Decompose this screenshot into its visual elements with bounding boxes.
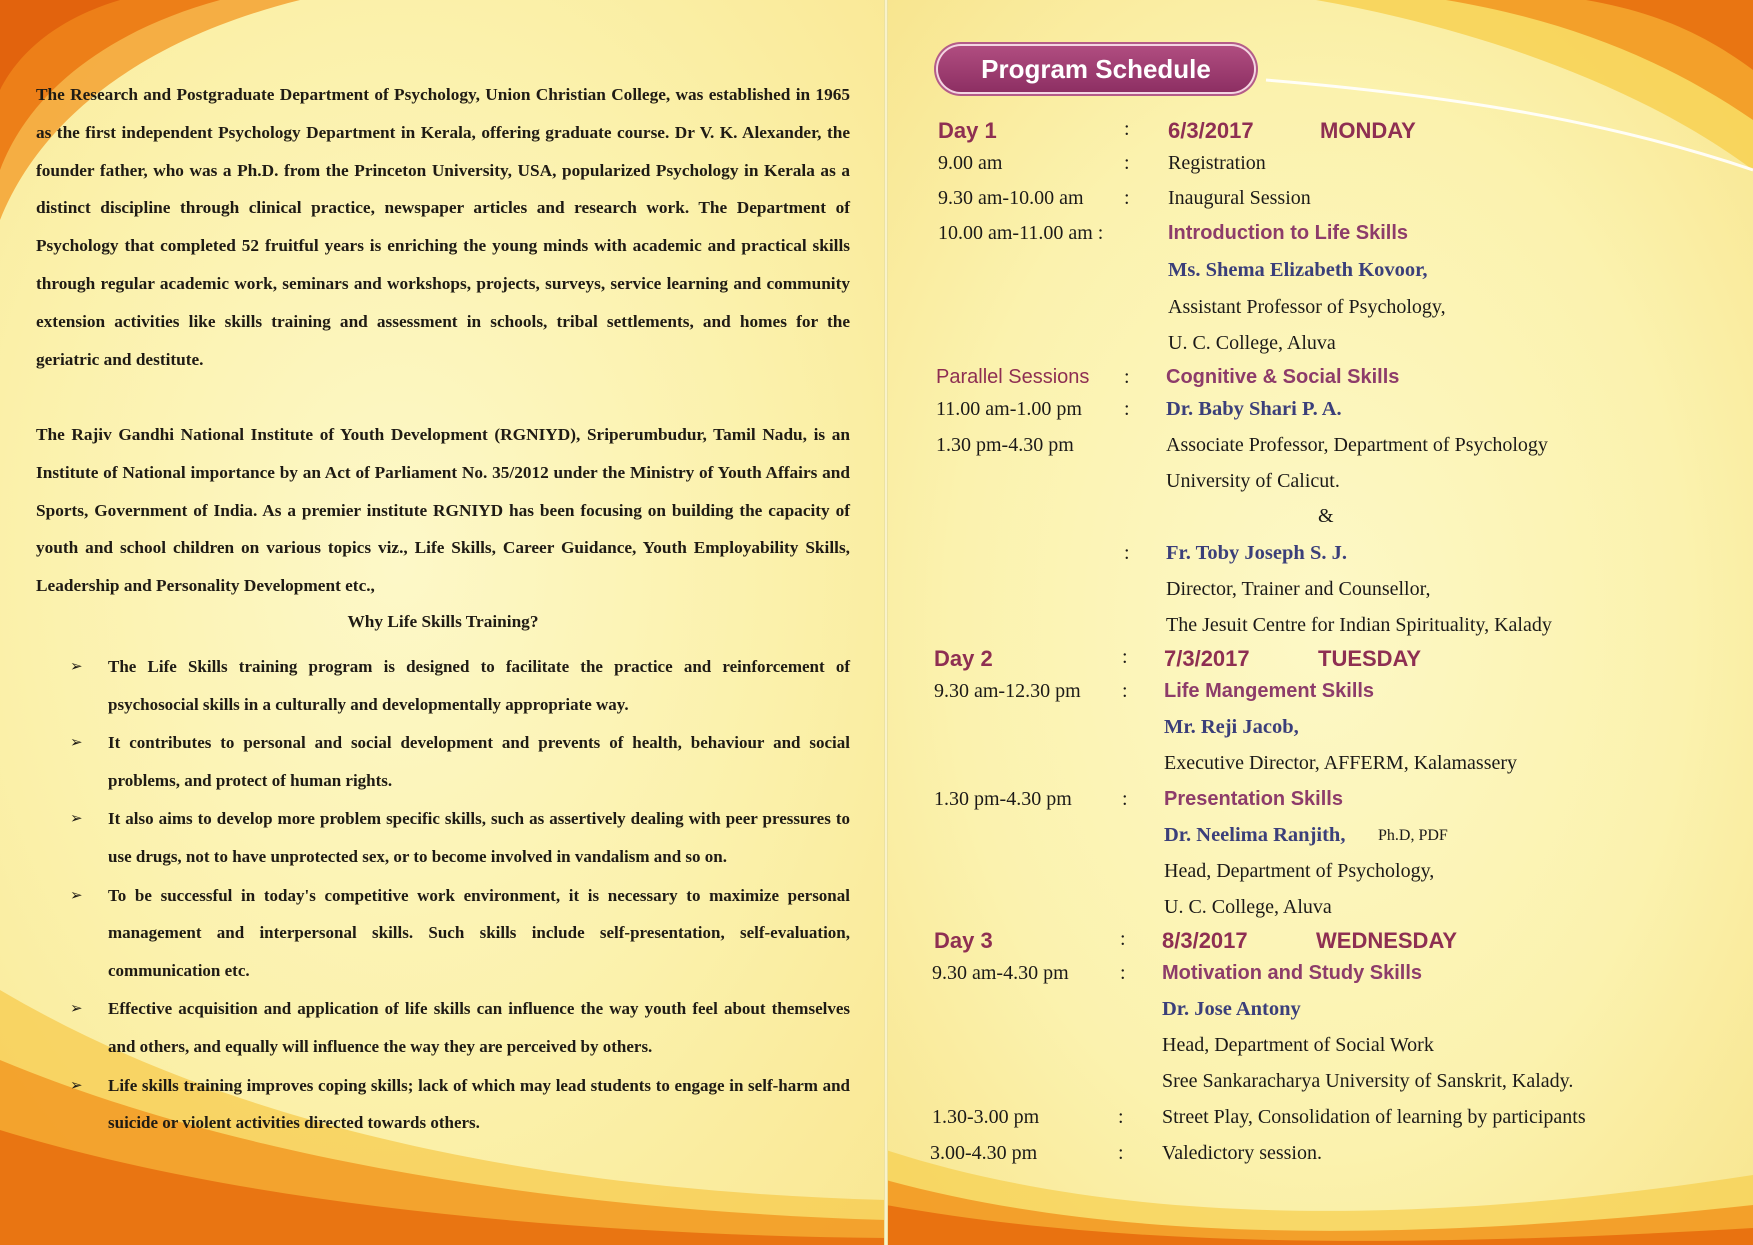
day1-label: Day 1	[938, 118, 997, 143]
speaker-row	[0, 259, 1753, 293]
why-heading: Why Life Skills Training?	[347, 612, 539, 631]
session-topic: Life Mangement Skills	[1164, 680, 1375, 702]
arrow-bullet-icon: ➢	[70, 1075, 83, 1094]
day1-header-row	[0, 118, 1753, 152]
schedule-row: 1.30 pm-4.30 pm Associate Professor, Department of Psychology	[936, 434, 1548, 456]
speaker-name: Dr. Jose Antony	[1162, 998, 1301, 1020]
schedule-row: 1.30-3.00 pm : Street Play, Consolidation of learning by participants	[932, 1106, 1586, 1128]
day1-date: 6/3/2017	[1168, 118, 1254, 143]
speaker-org-row: U. C. College, Aluva	[1168, 332, 1336, 354]
schedule-row: 1.30 pm-4.30 pm : Presentation Skills	[934, 788, 1343, 810]
schedule-row: 9.30 am-12.30 pm : Life Mangement Skills	[934, 680, 1375, 702]
schedule-row: 11.00 am-1.00 pm : Dr. Baby Shari P. A.	[936, 398, 1342, 420]
day3-label: Day 3	[934, 928, 993, 953]
speaker-name: Fr. Toby Joseph S. J.	[1166, 542, 1347, 564]
schedule-row: 10.00 am-11.00 am : Introduction to Life Skills	[938, 222, 1408, 244]
arrow-bullet-icon: ➢	[70, 809, 83, 828]
list-item: ➢ The Life Skills training program is designed to facilitate the practice and reinforcement of psychosocial skills in a culturally and developmentally appropriate way.	[70, 648, 850, 723]
speaker-name: Dr. Baby Shari P. A.	[1166, 398, 1342, 420]
schedule-row: 9.30 am-4.30 pm : Motivation and Study Skills	[932, 962, 1423, 984]
speaker-role-row: Executive Director, AFFERM, Kalamassery	[1164, 752, 1518, 774]
day2-label: Day 2	[934, 646, 993, 671]
arrow-bullet-icon: ➢	[70, 657, 83, 675]
speaker-org-row: University of Calicut.	[1166, 470, 1340, 492]
speaker-suffix: Ph.D, PDF	[1378, 827, 1448, 844]
speaker-row	[0, 998, 1753, 1032]
speaker-row	[0, 824, 1753, 858]
list-item: ➢ Effective acquisition and application of life skills can influence the way youth feel about themselves and others, and equally will influence the way they are perceived by others.	[70, 990, 850, 1065]
speaker-name: Dr. Neelima Ranjith,	[1164, 824, 1346, 846]
arrow-bullet-icon: ➢	[70, 885, 83, 904]
day3-weekday: WEDNESDAY	[1316, 928, 1457, 953]
speaker-role-row: Assistant Professor of Psychology,	[1168, 296, 1446, 318]
list-item: ➢ Life skills training improves coping skills; lack of which may lead students to engage in self-harm and suicide or violent activities directed towards others.	[70, 1067, 850, 1142]
schedule-row: 9.30 am-10.00 am : Inaugural Session	[938, 187, 1311, 209]
speaker-name: Mr. Reji Jacob,	[1164, 716, 1299, 738]
session-topic: Presentation Skills	[1164, 788, 1343, 810]
day3-date: 8/3/2017	[1162, 928, 1248, 953]
schedule-row: 9.00 am : Registration	[938, 152, 1266, 174]
day1-weekday: MONDAY	[1320, 118, 1416, 143]
day3-header-row: Day 3 : 8/3/2017 WEDNESDAY	[934, 928, 1457, 953]
session-topic: Motivation and Study Skills	[1162, 962, 1423, 984]
schedule-row: 3.00-4.30 pm : Valedictory session.	[930, 1142, 1322, 1164]
list-item: ➢ It contributes to personal and social development and prevents of health, behaviour and social problems, and protect of human rights.	[70, 724, 850, 799]
session-topic: Cognitive & Social Skills	[1166, 366, 1400, 388]
speaker-role-row: Director, Trainer and Counsellor,	[1166, 578, 1431, 600]
speaker-name: Ms. Shema Elizabeth Kovoor,	[1168, 259, 1428, 281]
speaker-role-row: Head, Department of Social Work	[1162, 1034, 1434, 1056]
list-item: ➢ To be successful in today's competitive work environment, it is necessary to maximize personal management and interpersonal skills. Such skills include self-presentation, self-evaluation, communication etc.	[70, 877, 850, 990]
parallel-sessions-row: Parallel Sessions : Cognitive & Social Skills	[936, 366, 1400, 388]
arrow-bullet-icon: ➢	[70, 999, 83, 1018]
arrow-bullet-icon: ➢	[70, 733, 83, 752]
day2-weekday: TUESDAY	[1318, 646, 1422, 671]
list-item: ➢ It also aims to develop more problem specific skills, such as assertively dealing with peer pressures to use drugs, not to have unprotected sex, or to become involved in vandalism and so on.	[70, 800, 850, 875]
colon: :	[1124, 118, 1130, 140]
speaker-row	[0, 716, 1753, 750]
speaker-row: : Fr. Toby Joseph S. J.	[1124, 542, 1347, 564]
speaker-org-row: Sree Sankaracharya University of Sanskrit, Kalady.	[1162, 1070, 1574, 1092]
speaker-org-row: U. C. College, Aluva	[1164, 896, 1332, 918]
speaker-role-row: Head, Department of Psychology,	[1164, 860, 1435, 882]
session-topic: Introduction to Life Skills	[1168, 222, 1408, 244]
speaker-org-row: The Jesuit Centre for Indian Spirituality, Kalady	[1166, 614, 1552, 636]
intro-paragraph-ucc: The Research and Postgraduate Department of Psychology, Union Christian College, was established in 1965 as the first independent Psychology Department in Kerala, offering graduate course. Dr V. K. Alexander, the founder father, who was a Ph.D. from the Princeton University, USA, popularized Psychology in Kerala as a distinct discipline through clinical practice, newspaper articles and research work. The Department of Psychology that completed 52 fruitful years is enriching the young minds with academic and practical skills through regular academic work, seminars and workshops, projects, surveys, service learning and community extension activities like skills training and assessment in schools, tribal settlements, and homes for the geriatric and destitute.	[36, 85, 850, 369]
day2-header-row: Day 2 : 7/3/2017 TUESDAY	[934, 646, 1422, 671]
program-schedule-title: Program Schedule	[938, 46, 1254, 92]
intro-paragraph-rgniyd: The Rajiv Gandhi National Institute of Youth Development (RGNIYD), Sriperumbudur, Tamil Nadu, is an Institute of National importance by an Act of Parliament No. 35/2012 under the Ministry of Youth Affairs and Sports, Government of India. As a premier institute RGNIYD has been focusing on building the capacity of youth and school children on various topics viz., Life Skills, Career Guidance, Youth Employability Skills, Leadership and Personality Development etc.,	[36, 425, 850, 596]
ampersand-row: &	[1318, 505, 1334, 527]
day2-date: 7/3/2017	[1164, 646, 1250, 671]
